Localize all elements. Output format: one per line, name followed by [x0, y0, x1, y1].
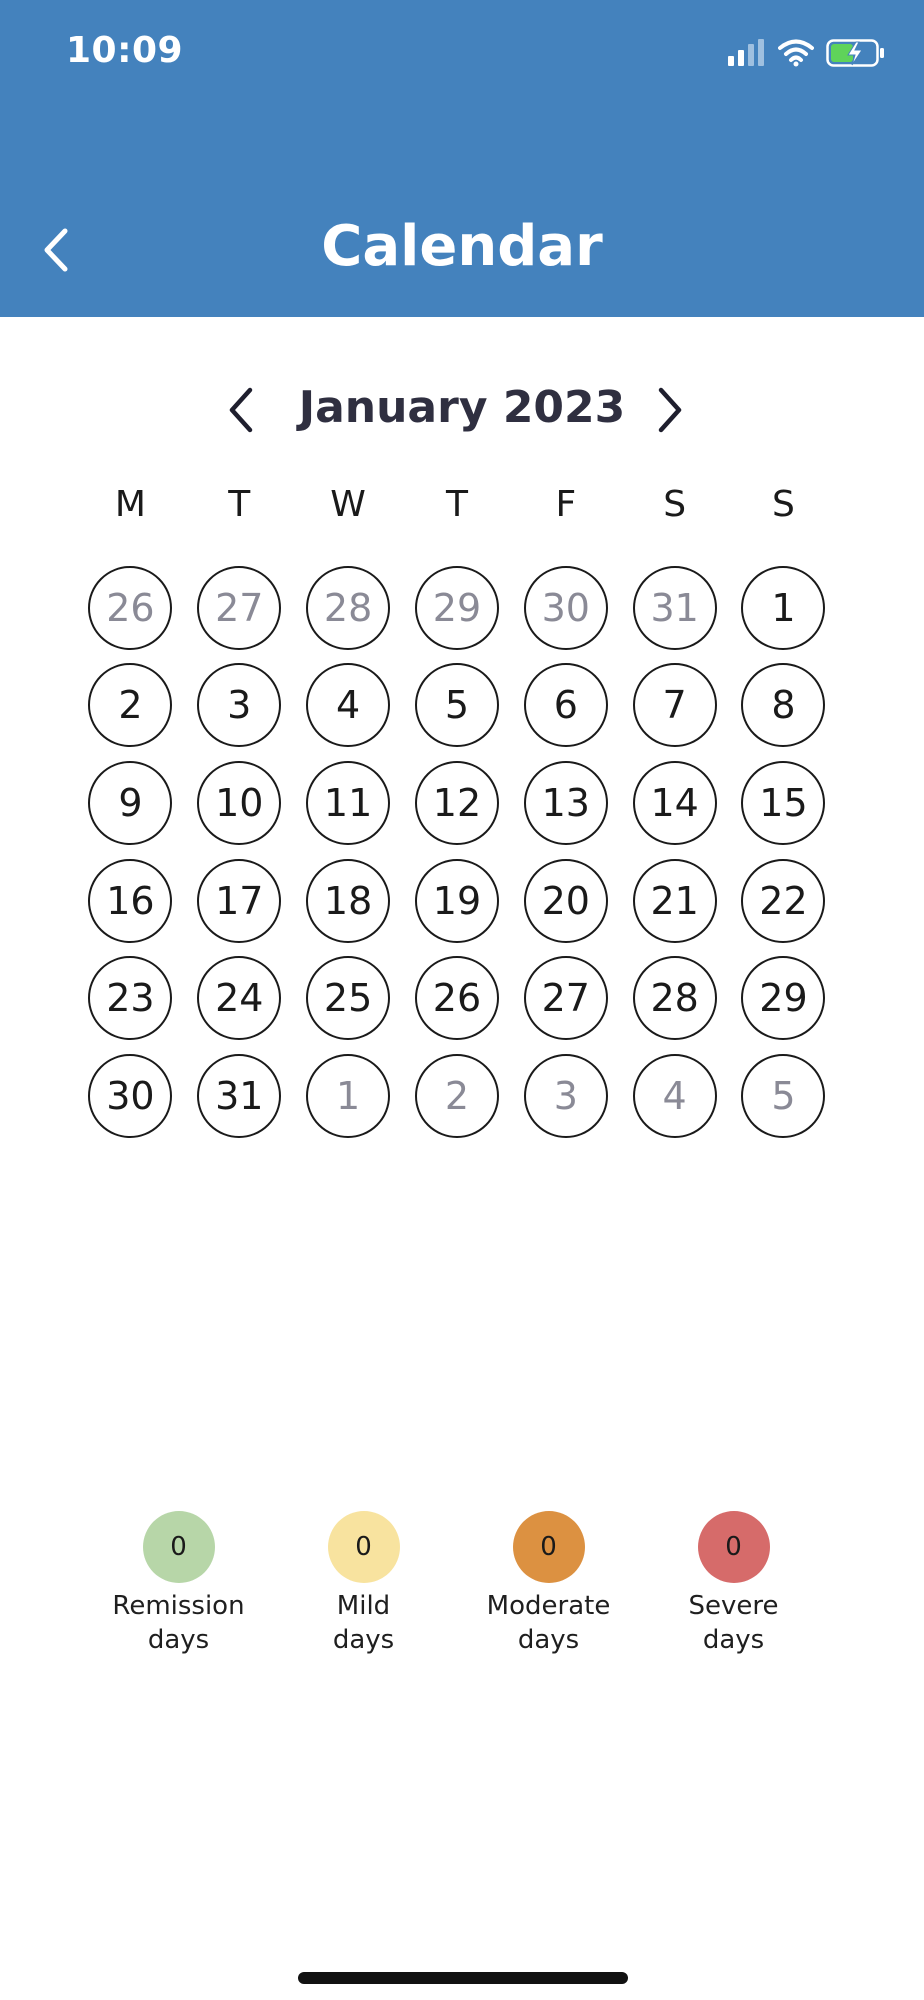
calendar-day[interactable] — [620, 1047, 729, 1145]
day-number: 2 — [415, 1054, 499, 1138]
legend-label — [333, 1589, 394, 1657]
legend-item-severe — [641, 1511, 826, 1657]
legend-label — [689, 1589, 779, 1657]
day-number: 8 — [741, 663, 825, 747]
weekday-label: T — [228, 484, 251, 525]
legend-item-moderate — [456, 1511, 641, 1657]
calendar-day[interactable] — [403, 559, 512, 657]
day-number: 21 — [633, 859, 717, 943]
calendar-day[interactable] — [729, 657, 838, 755]
calendar-day[interactable] — [185, 852, 294, 950]
calendar-day[interactable] — [620, 559, 729, 657]
day-number: 30 — [524, 566, 608, 650]
weekday-label: T — [445, 484, 468, 525]
day-number: 24 — [197, 956, 281, 1040]
calendar-day[interactable] — [76, 559, 185, 657]
calendar-day[interactable] — [729, 559, 838, 657]
weekday-label: S — [772, 484, 795, 525]
day-number: 1 — [741, 566, 825, 650]
battery-charging-icon — [826, 38, 886, 72]
weekday-header — [76, 484, 838, 525]
status-time: 10:09 — [66, 30, 184, 71]
day-number: 29 — [741, 956, 825, 1040]
day-number: 5 — [415, 663, 499, 747]
next-month-button[interactable] — [640, 378, 700, 442]
month-label: January 2023 — [298, 382, 626, 433]
calendar-day[interactable] — [185, 657, 294, 755]
day-number: 11 — [306, 761, 390, 845]
day-number: 23 — [88, 956, 172, 1040]
calendar-day[interactable] — [511, 559, 620, 657]
legend-label-line: Mild — [336, 1591, 391, 1621]
calendar-grid — [76, 559, 838, 1145]
day-number: 16 — [88, 859, 172, 943]
severe-count-badge: 0 — [698, 1511, 770, 1583]
day-number: 13 — [524, 761, 608, 845]
day-number: 3 — [197, 663, 281, 747]
day-number: 27 — [197, 566, 281, 650]
calendar-day[interactable] — [511, 1047, 620, 1145]
weekday-label: M — [114, 484, 146, 525]
calendar-day[interactable] — [729, 1047, 838, 1145]
chevron-right-icon — [655, 386, 685, 434]
home-indicator — [298, 1972, 628, 1984]
legend-item-mild — [271, 1511, 456, 1657]
calendar-day[interactable] — [620, 754, 729, 852]
calendar-day[interactable] — [185, 1047, 294, 1145]
app-header — [0, 0, 924, 317]
severity-legend — [86, 1511, 826, 1657]
legend-label-line: days — [517, 1625, 580, 1655]
day-number: 22 — [741, 859, 825, 943]
day-number: 4 — [306, 663, 390, 747]
month-navigation — [0, 378, 924, 442]
status-icons — [728, 38, 886, 72]
page-title: Calendar — [321, 214, 603, 279]
remission-count-badge: 0 — [143, 1511, 215, 1583]
day-number: 1 — [306, 1054, 390, 1138]
day-number: 14 — [633, 761, 717, 845]
calendar-day[interactable] — [403, 949, 512, 1047]
calendar-day[interactable] — [76, 949, 185, 1047]
day-number: 6 — [524, 663, 608, 747]
day-number: 7 — [633, 663, 717, 747]
weekday-label: F — [555, 484, 577, 525]
calendar-day[interactable] — [294, 657, 403, 755]
day-number: 5 — [741, 1054, 825, 1138]
weekday-label: W — [330, 484, 366, 525]
day-number: 27 — [524, 956, 608, 1040]
day-number: 3 — [524, 1054, 608, 1138]
calendar-day[interactable] — [511, 949, 620, 1047]
calendar-day[interactable] — [294, 949, 403, 1047]
day-number: 2 — [88, 663, 172, 747]
calendar-day[interactable] — [620, 657, 729, 755]
legend-label — [487, 1589, 611, 1657]
legend-label-line: Severe — [688, 1591, 779, 1621]
day-number: 26 — [415, 956, 499, 1040]
calendar-day[interactable] — [511, 657, 620, 755]
mild-count-badge: 0 — [328, 1511, 400, 1583]
calendar-day[interactable] — [403, 852, 512, 950]
calendar-day[interactable] — [185, 949, 294, 1047]
calendar-day[interactable] — [403, 657, 512, 755]
calendar-day[interactable] — [185, 559, 294, 657]
calendar-day[interactable] — [511, 754, 620, 852]
day-number: 20 — [524, 859, 608, 943]
calendar-day[interactable] — [294, 852, 403, 950]
day-number: 28 — [633, 956, 717, 1040]
calendar-day[interactable] — [729, 852, 838, 950]
day-number: 15 — [741, 761, 825, 845]
legend-label-line: days — [702, 1625, 765, 1655]
day-number: 19 — [415, 859, 499, 943]
day-number: 17 — [197, 859, 281, 943]
day-number: 4 — [633, 1054, 717, 1138]
calendar-day[interactable] — [620, 852, 729, 950]
calendar-day[interactable] — [729, 949, 838, 1047]
calendar-day[interactable] — [403, 1047, 512, 1145]
day-number: 18 — [306, 859, 390, 943]
day-number: 31 — [633, 566, 717, 650]
legend-label-line: Moderate — [486, 1591, 611, 1621]
calendar-day[interactable] — [76, 657, 185, 755]
day-number: 29 — [415, 566, 499, 650]
calendar-day[interactable] — [76, 852, 185, 950]
wifi-icon — [778, 39, 814, 71]
day-number: 26 — [88, 566, 172, 650]
calendar-day[interactable] — [511, 852, 620, 950]
day-number: 31 — [197, 1054, 281, 1138]
calendar-day[interactable] — [76, 1047, 185, 1145]
day-number: 28 — [306, 566, 390, 650]
calendar-day[interactable] — [403, 754, 512, 852]
day-number: 30 — [88, 1054, 172, 1138]
moderate-count-badge: 0 — [513, 1511, 585, 1583]
calendar-day[interactable] — [185, 754, 294, 852]
day-number: 10 — [197, 761, 281, 845]
signal-icon — [728, 39, 766, 71]
calendar-day[interactable] — [294, 559, 403, 657]
day-number: 12 — [415, 761, 499, 845]
day-number: 9 — [88, 761, 172, 845]
calendar-day[interactable] — [76, 754, 185, 852]
legend-label-line: Remission — [112, 1591, 245, 1621]
legend-label-line: days — [332, 1625, 395, 1655]
legend-label — [112, 1589, 244, 1657]
weekday-label: S — [663, 484, 687, 525]
legend-label-line: days — [147, 1625, 210, 1655]
day-number: 25 — [306, 956, 390, 1040]
calendar-day[interactable] — [620, 949, 729, 1047]
legend-item-remission — [86, 1511, 271, 1657]
calendar-day[interactable] — [729, 754, 838, 852]
calendar-day[interactable] — [294, 754, 403, 852]
calendar-day[interactable] — [294, 1047, 403, 1145]
